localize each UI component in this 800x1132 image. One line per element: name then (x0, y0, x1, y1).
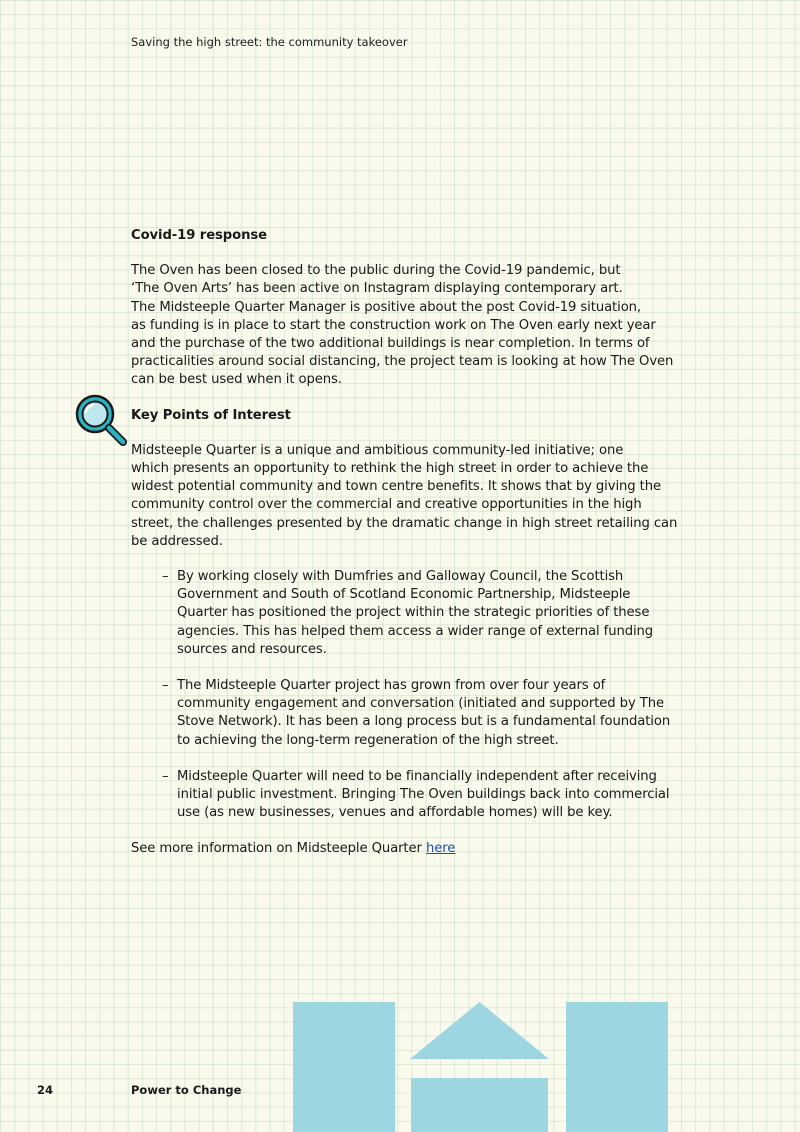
decor-roof-triangle (410, 1002, 549, 1059)
text-line: can be best used when it opens. (131, 372, 342, 388)
list-item (131, 768, 671, 823)
decor-block-center (411, 1078, 548, 1132)
text-line: By working closely with Dumfries and Galloway Council, the Scottish (177, 569, 624, 585)
text-line: Government and South of Scotland Economic Partnership, Midsteeple (177, 587, 631, 603)
bullet-dash: – (162, 569, 169, 585)
text-line: sources and resources. (177, 641, 327, 657)
list-item (131, 677, 671, 750)
text-line: practicalities around social distancing, the project team is looking at how The Oven (131, 354, 674, 370)
text-line: as funding is in place to start the construction work on The Oven early next year (131, 317, 656, 333)
text-line: Stove Network). It has been a long process but is a fundamental foundation (177, 714, 671, 730)
decor-block-left (293, 1002, 395, 1132)
list-item (131, 568, 671, 659)
key-points-list (131, 568, 671, 822)
bullet-dash: – (162, 678, 169, 694)
text-line: ‘The Oven Arts’ has been active on Instagram displaying contemporary art. (131, 281, 623, 297)
covid-heading: Covid-19 response (131, 228, 267, 243)
text-line: Midsteeple Quarter will need to be financially independent after receiving (177, 768, 657, 784)
more-info-line (131, 840, 671, 858)
text-line: Midsteeple Quarter is a unique and ambitious community-led initiative; one (131, 442, 624, 458)
text-line: agencies. This has helped them access a wider range of external funding (177, 623, 654, 639)
text-line: use (as new businesses, venues and affordable homes) will be key. (177, 805, 613, 821)
key-points-heading: Key Points of Interest (131, 407, 291, 423)
text-line: street, the challenges presented by the dramatic change in high street retailing can (131, 515, 678, 531)
more-info-text: See more information on Midsteeple Quarter (131, 841, 426, 857)
text-line: widest potential community and town centre benefits. It shows that by giving the (131, 479, 661, 495)
text-line: The Midsteeple Quarter project has grown from over four years of (177, 678, 606, 694)
magnifying-glass-icon (73, 393, 129, 449)
text-line: Quarter has positioned the project within the strategic priorities of these (177, 605, 650, 621)
more-info-link[interactable]: here (425, 841, 456, 857)
bullet-dash: – (162, 768, 169, 784)
text-line: community engagement and conversation (initiated and supported by The (177, 696, 664, 712)
text-line: community control over the commercial and creative opportunities in the high (131, 497, 642, 513)
covid-paragraph (131, 262, 674, 389)
text-line: and the purchase of the two additional buildings is near completion. In terms of (131, 336, 650, 352)
text-line: to achieving the long-term regeneration of the high street. (177, 732, 559, 748)
running-header: Saving the high street: the community takeover (131, 35, 408, 49)
text-line: The Oven has been closed to the public during the Covid-19 pandemic, but (131, 263, 621, 279)
text-line: which presents an opportunity to rethink the high street in order to achieve the (131, 461, 649, 477)
main-content (131, 227, 678, 876)
key-points-intro (131, 442, 678, 551)
page-number: 24 (37, 1083, 54, 1097)
text-line: be addressed. (131, 533, 223, 549)
text-line: The Midsteeple Quarter Manager is positive about the post Covid-19 situation, (131, 299, 642, 315)
footer-brand: Power to Change (131, 1083, 242, 1097)
text-line: initial public investment. Bringing The Oven buildings back into commercial (177, 787, 670, 803)
decor-block-right (566, 1002, 668, 1132)
